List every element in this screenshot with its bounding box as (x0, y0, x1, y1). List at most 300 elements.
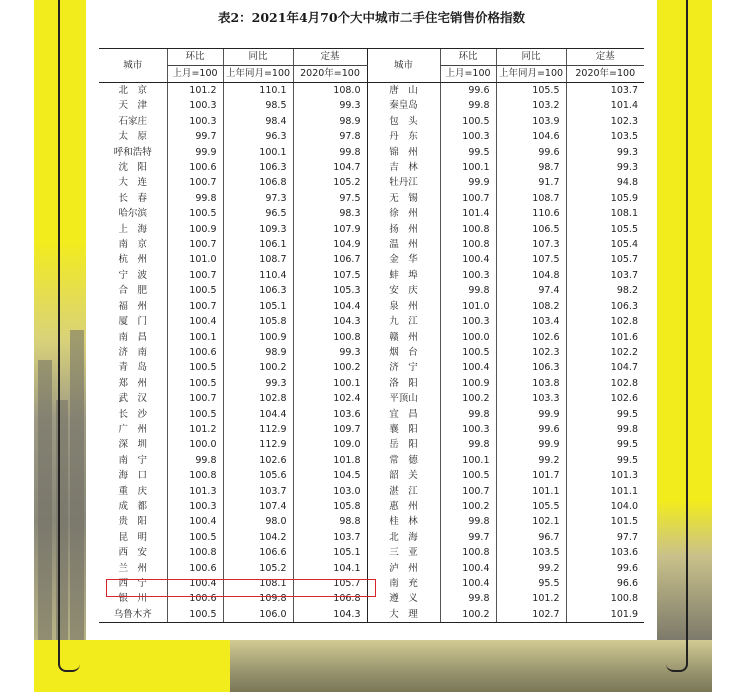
city-name: 桂 林 (367, 514, 440, 529)
city-name: 天 津 (118, 100, 147, 112)
mom-value: 100.2 (440, 607, 496, 623)
mom-value: 100.5 (440, 345, 496, 360)
city-name: 郑 州 (118, 377, 147, 389)
fixed-value: 105.9 (566, 191, 644, 206)
city-name: 西 安 (118, 547, 147, 559)
mom-value: 100.7 (440, 484, 496, 499)
mom-value: 99.8 (440, 514, 496, 529)
fixed-value: 99.3 (566, 160, 644, 175)
fixed-value: 105.8 (293, 499, 367, 514)
fixed-value: 102.2 (566, 345, 644, 360)
yoy-value: 103.2 (496, 98, 566, 113)
mom-value: 100.7 (167, 237, 223, 252)
mom-value: 100.5 (167, 283, 223, 298)
header-mom-left: 环比 (167, 49, 223, 66)
fixed-value: 103.5 (566, 129, 644, 144)
yoy-value: 98.9 (223, 345, 293, 360)
mom-value: 100.3 (167, 98, 223, 113)
fixed-value: 100.1 (293, 376, 367, 391)
table-row (99, 268, 644, 283)
yoy-value: 98.4 (223, 114, 293, 129)
city-name: 三 亚 (367, 545, 440, 560)
city-name: 青 岛 (118, 362, 147, 374)
yoy-value: 100.1 (223, 145, 293, 160)
subheader-mom-right: 上月=100 (440, 66, 496, 83)
yoy-value: 104.4 (223, 407, 293, 422)
yoy-value: 102.1 (496, 514, 566, 529)
mom-value: 100.8 (440, 237, 496, 252)
fixed-value: 101.5 (566, 514, 644, 529)
fixed-value: 98.8 (293, 514, 367, 529)
mom-value: 100.3 (167, 114, 223, 129)
yoy-value: 103.9 (496, 114, 566, 129)
city-name: 蚌 埠 (367, 268, 440, 283)
mom-value: 100.4 (440, 561, 496, 576)
city-name: 南 京 (118, 239, 147, 251)
yoy-value: 103.3 (496, 391, 566, 406)
mom-value: 99.5 (440, 145, 496, 160)
mom-value: 100.5 (167, 206, 223, 221)
subheader-fixed-right: 2020年=100 (566, 66, 644, 83)
fixed-value: 105.7 (566, 252, 644, 267)
yoy-value: 103.8 (496, 376, 566, 391)
table-title: 表2：2021年4月70个大中城市二手住宅销售价格指数 (217, 10, 526, 25)
yoy-value: 96.5 (223, 206, 293, 221)
mom-value: 99.7 (440, 530, 496, 545)
mom-value: 100.7 (167, 175, 223, 190)
yoy-value: 107.3 (496, 237, 566, 252)
header-fixed-left: 定基 (293, 49, 367, 66)
table-row (99, 391, 644, 406)
fixed-value: 102.6 (566, 391, 644, 406)
mom-value: 101.2 (167, 422, 223, 437)
yoy-value: 110.1 (223, 83, 293, 99)
fixed-value: 96.6 (566, 576, 644, 591)
fixed-value: 99.5 (566, 453, 644, 468)
city-name: 大 连 (118, 177, 147, 189)
mom-value: 100.1 (167, 330, 223, 345)
yoy-value: 103.7 (223, 484, 293, 499)
yoy-value: 106.5 (496, 222, 566, 237)
fixed-value: 99.3 (566, 145, 644, 160)
yoy-value: 107.5 (496, 252, 566, 267)
city-name: 唐 山 (367, 83, 440, 99)
city-name: 杭 州 (118, 254, 147, 266)
mom-value: 100.6 (167, 160, 223, 175)
city-name: 南 昌 (118, 331, 147, 343)
fixed-value: 105.5 (566, 222, 644, 237)
mom-value: 100.5 (167, 376, 223, 391)
yoy-value: 105.5 (496, 83, 566, 99)
mom-value: 100.7 (167, 391, 223, 406)
frame-line-right (666, 0, 688, 672)
fixed-value: 99.8 (293, 145, 367, 160)
mom-value: 100.9 (440, 376, 496, 391)
fixed-value: 105.7 (293, 576, 367, 591)
city-name: 乌鲁木齐 (99, 607, 167, 623)
mom-value: 99.7 (167, 129, 223, 144)
yoy-value: 98.7 (496, 160, 566, 175)
city-name: 贵 阳 (118, 516, 147, 528)
city-name: 泸 州 (367, 561, 440, 576)
city-name: 厦 门 (118, 316, 147, 328)
fixed-value: 103.6 (293, 407, 367, 422)
fixed-value: 104.1 (293, 561, 367, 576)
yoy-value: 106.3 (223, 283, 293, 298)
mom-value: 100.9 (167, 222, 223, 237)
yoy-value: 99.9 (496, 437, 566, 452)
mom-value: 100.4 (167, 314, 223, 329)
subheader-fixed-left: 2020年=100 (293, 66, 367, 83)
fixed-value: 108.0 (293, 83, 367, 99)
yoy-value: 106.0 (223, 607, 293, 623)
fixed-value: 108.1 (566, 206, 644, 221)
yoy-value: 107.4 (223, 499, 293, 514)
city-name: 济 宁 (367, 360, 440, 375)
table-row (99, 360, 644, 375)
mom-value: 100.8 (440, 222, 496, 237)
city-name: 洛 阳 (367, 376, 440, 391)
fixed-value: 107.9 (293, 222, 367, 237)
yoy-value: 91.7 (496, 175, 566, 190)
table-row (99, 83, 644, 99)
fixed-value: 101.9 (566, 607, 644, 623)
city-name: 北 京 (118, 85, 147, 96)
city-name: 温 州 (367, 237, 440, 252)
city-name: 上 海 (118, 223, 147, 235)
table-row (99, 607, 644, 623)
city-name: 包 头 (367, 114, 440, 129)
yoy-value: 98.5 (223, 98, 293, 113)
city-name: 宁 波 (118, 269, 147, 281)
yoy-value: 112.9 (223, 437, 293, 452)
document-page (86, 0, 657, 640)
fixed-value: 99.5 (566, 437, 644, 452)
yoy-value: 104.2 (223, 530, 293, 545)
mom-value: 100.3 (440, 268, 496, 283)
city-name: 广 州 (118, 423, 147, 435)
city-name: 昆 明 (118, 531, 147, 543)
mom-value: 99.8 (440, 591, 496, 606)
header-mom-right: 环比 (440, 49, 496, 66)
subheader-yoy-right: 上年同月=100 (496, 66, 566, 83)
fixed-value: 99.8 (566, 422, 644, 437)
mom-value: 100.3 (440, 314, 496, 329)
yoy-value: 101.2 (496, 591, 566, 606)
fixed-value: 98.2 (566, 283, 644, 298)
mom-value: 99.8 (440, 407, 496, 422)
fixed-value: 99.6 (566, 561, 644, 576)
yoy-value: 108.7 (223, 252, 293, 267)
yoy-value: 97.4 (496, 283, 566, 298)
table-row (99, 437, 644, 452)
mom-value: 100.4 (167, 576, 223, 591)
yoy-value: 99.3 (223, 376, 293, 391)
table-body (99, 83, 644, 623)
mom-value: 100.5 (167, 607, 223, 623)
fixed-value: 99.5 (566, 407, 644, 422)
price-index-table (99, 48, 644, 623)
city-name: 太 原 (118, 131, 147, 143)
mom-value: 100.0 (440, 330, 496, 345)
yoy-value: 109.8 (223, 591, 293, 606)
city-name: 南 宁 (118, 454, 147, 466)
city-name: 福 州 (118, 300, 147, 312)
table-row (99, 237, 644, 252)
mom-value: 99.9 (440, 175, 496, 190)
yoy-value: 106.3 (223, 160, 293, 175)
city-name: 呼和浩特 (113, 146, 152, 158)
mom-value: 101.2 (167, 83, 223, 99)
table-row (99, 314, 644, 329)
yoy-value: 102.7 (496, 607, 566, 623)
mom-value: 100.5 (440, 114, 496, 129)
fixed-value: 105.1 (293, 545, 367, 560)
fixed-value: 105.3 (293, 283, 367, 298)
mom-value: 99.6 (440, 83, 496, 99)
yoy-value: 110.4 (223, 268, 293, 283)
yoy-value: 99.6 (496, 145, 566, 160)
table-row (99, 191, 644, 206)
table-row (99, 422, 644, 437)
fixed-value: 104.7 (293, 160, 367, 175)
table-row (99, 222, 644, 237)
yoy-value: 103.4 (496, 314, 566, 329)
mom-value: 100.6 (167, 561, 223, 576)
mom-value: 99.9 (167, 145, 223, 160)
fixed-value: 105.2 (293, 175, 367, 190)
table-row (99, 484, 644, 499)
city-name: 长 沙 (118, 408, 147, 420)
fixed-value: 107.5 (293, 268, 367, 283)
table-row (99, 514, 644, 529)
fixed-value: 109.7 (293, 422, 367, 437)
mom-value: 100.3 (440, 422, 496, 437)
table-row (99, 299, 644, 314)
mom-value: 100.2 (440, 499, 496, 514)
city-name: 兰 州 (118, 562, 147, 574)
yoy-value: 105.8 (223, 314, 293, 329)
yoy-value: 99.2 (496, 453, 566, 468)
fixed-value: 98.3 (293, 206, 367, 221)
fixed-value: 104.7 (566, 360, 644, 375)
fixed-value: 102.4 (293, 391, 367, 406)
fixed-value: 104.3 (293, 607, 367, 623)
mom-value: 100.7 (167, 268, 223, 283)
city-name: 徐 州 (367, 206, 440, 221)
yoy-value: 105.5 (496, 499, 566, 514)
yoy-value: 108.1 (223, 576, 293, 591)
city-name: 武 汉 (118, 393, 147, 405)
mom-value: 100.8 (440, 545, 496, 560)
table-row (99, 468, 644, 483)
mom-value: 100.0 (167, 437, 223, 452)
table-row (99, 345, 644, 360)
fixed-value: 100.8 (293, 330, 367, 345)
table-row (99, 145, 644, 160)
fixed-value: 99.3 (293, 345, 367, 360)
table-row (99, 561, 644, 576)
mom-value: 100.5 (167, 360, 223, 375)
city-name: 烟 台 (367, 345, 440, 360)
city-name: 无 锡 (367, 191, 440, 206)
subheader-mom-left: 上月=100 (167, 66, 223, 83)
city-name: 安 庆 (367, 283, 440, 298)
fixed-value: 103.6 (566, 545, 644, 560)
header-yoy-right: 同比 (496, 49, 566, 66)
mom-value: 99.8 (167, 191, 223, 206)
yoy-value: 104.6 (496, 129, 566, 144)
table-row (99, 407, 644, 422)
yoy-value: 99.6 (496, 422, 566, 437)
city-name: 哈尔滨 (118, 208, 147, 220)
fixed-value: 101.6 (566, 330, 644, 345)
city-name: 扬 州 (367, 222, 440, 237)
fixed-value: 97.7 (566, 530, 644, 545)
mom-value: 101.0 (167, 252, 223, 267)
yoy-value: 97.3 (223, 191, 293, 206)
table-row (99, 545, 644, 560)
fixed-value: 106.3 (566, 299, 644, 314)
mom-value: 100.6 (167, 591, 223, 606)
mom-value: 101.3 (167, 484, 223, 499)
table-row (99, 376, 644, 391)
yoy-value: 105.6 (223, 468, 293, 483)
yoy-value: 95.5 (496, 576, 566, 591)
fixed-value: 102.3 (566, 114, 644, 129)
yoy-value: 96.7 (496, 530, 566, 545)
mom-value: 100.4 (440, 252, 496, 267)
mom-value: 100.1 (440, 160, 496, 175)
yoy-value: 112.9 (223, 422, 293, 437)
fixed-value: 103.7 (293, 530, 367, 545)
table-row (99, 530, 644, 545)
city-name: 西 宁 (118, 578, 147, 589)
table-row (99, 252, 644, 267)
mom-value: 100.5 (167, 407, 223, 422)
city-name: 大 理 (367, 607, 440, 623)
city-skyline-bottom (230, 640, 712, 692)
mom-value: 100.7 (167, 299, 223, 314)
yoy-value: 100.2 (223, 360, 293, 375)
mom-value: 100.2 (440, 391, 496, 406)
mom-value: 100.5 (440, 468, 496, 483)
mom-value: 100.1 (440, 453, 496, 468)
fixed-value: 103.7 (566, 268, 644, 283)
fixed-value: 104.9 (293, 237, 367, 252)
table-row (99, 576, 644, 591)
mom-value: 101.0 (440, 299, 496, 314)
city-name: 丹 东 (367, 129, 440, 144)
fixed-value: 109.0 (293, 437, 367, 452)
city-name: 海 口 (118, 470, 147, 482)
header-fixed-right: 定基 (566, 49, 644, 66)
yoy-value: 98.0 (223, 514, 293, 529)
yoy-value: 102.6 (496, 330, 566, 345)
fixed-value: 103.7 (566, 83, 644, 99)
yoy-value: 109.3 (223, 222, 293, 237)
city-name: 常 德 (367, 453, 440, 468)
table-row (99, 591, 644, 606)
city-name: 成 都 (118, 500, 147, 512)
yoy-value: 106.1 (223, 237, 293, 252)
table-row (99, 98, 644, 113)
yoy-value: 106.8 (223, 175, 293, 190)
yoy-value: 105.1 (223, 299, 293, 314)
city-name: 秦皇岛 (367, 98, 440, 113)
yoy-value: 99.2 (496, 561, 566, 576)
city-name: 北 海 (367, 530, 440, 545)
city-name: 宜 昌 (367, 407, 440, 422)
mom-value: 99.8 (440, 437, 496, 452)
city-name: 合 肥 (118, 285, 147, 297)
fixed-value: 97.8 (293, 129, 367, 144)
fixed-value: 94.8 (566, 175, 644, 190)
city-name: 济 南 (118, 346, 147, 358)
fixed-value: 106.8 (293, 591, 367, 606)
mom-value: 99.8 (440, 283, 496, 298)
city-name: 沈 阳 (118, 162, 147, 174)
yoy-value: 100.9 (223, 330, 293, 345)
mom-value: 100.6 (167, 345, 223, 360)
mom-value: 101.4 (440, 206, 496, 221)
table-row (99, 129, 644, 144)
fixed-value: 101.8 (293, 453, 367, 468)
fixed-value: 106.7 (293, 252, 367, 267)
fixed-value: 103.0 (293, 484, 367, 499)
table-row (99, 114, 644, 129)
city-name: 九 江 (367, 314, 440, 329)
city-name: 岳 阳 (367, 437, 440, 452)
fixed-value: 100.8 (566, 591, 644, 606)
city-name: 石家庄 (118, 115, 147, 127)
header-city-left: 城市 (99, 49, 167, 83)
city-name: 襄 阳 (367, 422, 440, 437)
mom-value: 100.5 (167, 530, 223, 545)
city-name: 遵 义 (367, 591, 440, 606)
header-yoy-left: 同比 (223, 49, 293, 66)
yoy-value: 102.3 (496, 345, 566, 360)
fixed-value: 104.5 (293, 468, 367, 483)
mom-value: 100.3 (440, 129, 496, 144)
fixed-value: 104.0 (566, 499, 644, 514)
city-name: 湛 江 (367, 484, 440, 499)
header-city-right: 城市 (367, 49, 440, 83)
fixed-value: 102.8 (566, 314, 644, 329)
table-row (99, 175, 644, 190)
yoy-value: 102.6 (223, 453, 293, 468)
city-name: 银 川 (118, 593, 147, 605)
yoy-value: 106.6 (223, 545, 293, 560)
mom-value: 100.3 (167, 499, 223, 514)
fixed-value: 97.5 (293, 191, 367, 206)
frame-line-left (58, 0, 80, 672)
fixed-value: 101.1 (566, 484, 644, 499)
table-row (99, 283, 644, 298)
fixed-value: 104.3 (293, 314, 367, 329)
city-name: 韶 关 (367, 468, 440, 483)
yoy-value: 105.2 (223, 561, 293, 576)
yoy-value: 104.8 (496, 268, 566, 283)
fixed-value: 99.3 (293, 98, 367, 113)
mom-value: 100.8 (167, 545, 223, 560)
city-name: 深 圳 (118, 439, 147, 451)
yoy-value: 108.2 (496, 299, 566, 314)
city-name: 南 充 (367, 576, 440, 591)
mom-value: 100.8 (167, 468, 223, 483)
fixed-value: 100.2 (293, 360, 367, 375)
city-name: 金 华 (367, 252, 440, 267)
